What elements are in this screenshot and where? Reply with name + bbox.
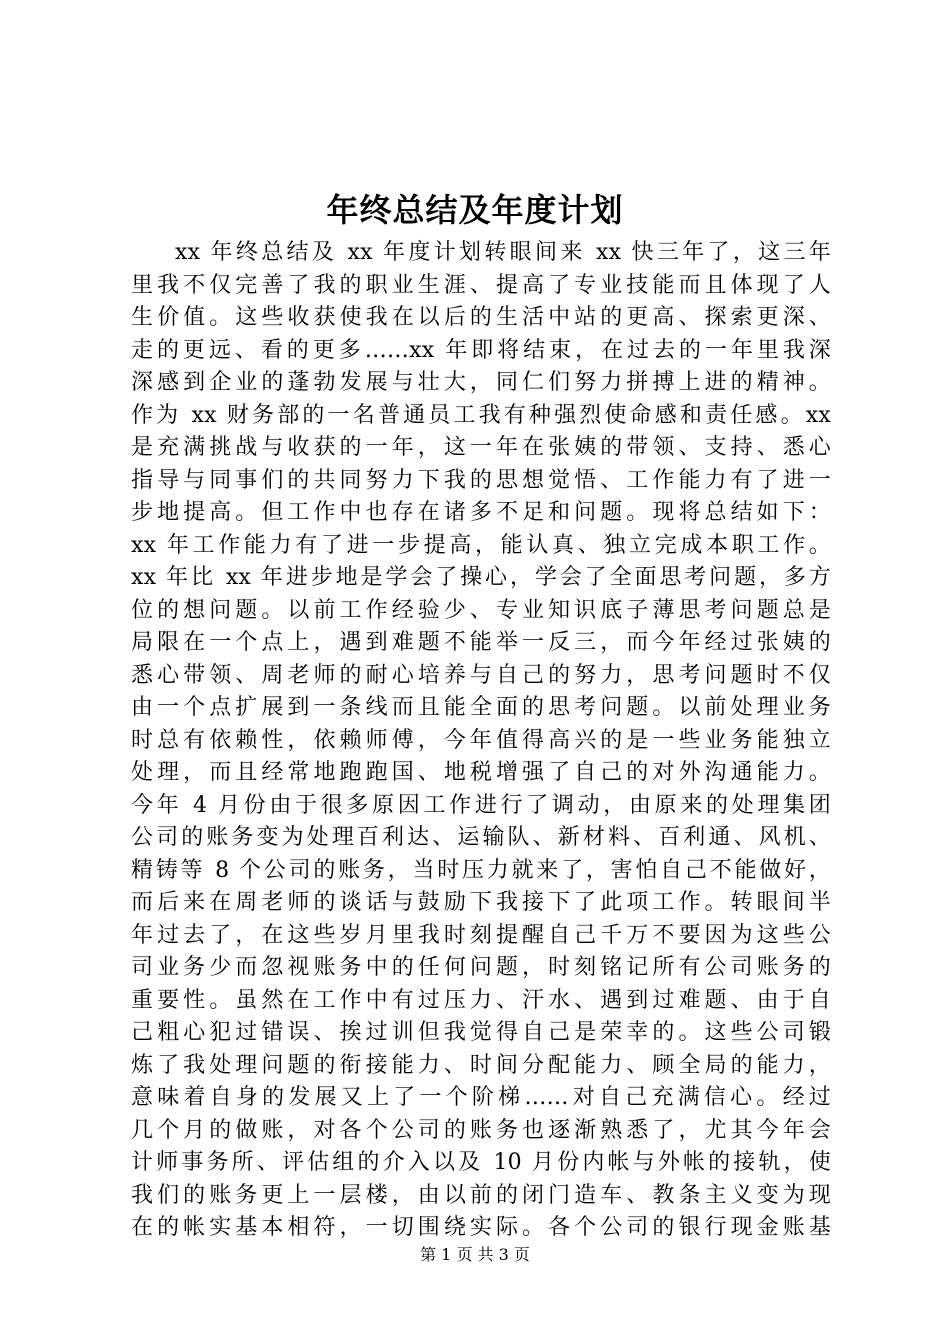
body-line: 局限在一个点上，遇到难题不能举一反三，而今年经过张姨的	[131, 630, 831, 655]
page-footer: 第 1 页 共 3 页	[420, 1245, 530, 1264]
body-line: 是充满挑战与收获的一年，这一年在张姨的带领、支持、悉心	[131, 435, 831, 460]
document-body	[131, 237, 831, 1245]
body-line: 在的帐实基本相符，一切围绕实际。各个公司的银行现金账基	[131, 1215, 831, 1240]
body-line: 由一个点扩展到一条线而且能全面的思考问题。以前处理业务	[131, 695, 831, 720]
body-line: 悉心带领、周老师的耐心培养与自己的努力，思考问题时不仅	[131, 662, 831, 688]
body-line: 司业务少而忽视账务中的任何问题，时刻铭记所有公司账务的	[131, 955, 831, 980]
body-line: 计师事务所、评估组的介入以及 10 月份内帐与外帐的接轨，使	[131, 1150, 831, 1175]
body-line: 年过去了，在这些岁月里我时刻提醒自己千万不要因为这些公	[131, 922, 831, 948]
document-title: 年终总结及年度计划	[326, 191, 624, 229]
body-line: xx 年比 xx 年进步地是学会了操心，学会了全面思考问题，多方	[131, 565, 831, 590]
body-line: 而后来在周老师的谈话与鼓励下我接下了此项工作。转眼间半	[131, 890, 831, 915]
body-line: 位的想问题。以前工作经验少、专业知识底子薄思考问题总是	[131, 597, 831, 623]
body-line: xx 年终总结及 xx 年度计划转眼间来 xx 快三年了，这三年	[175, 240, 831, 265]
body-line: 几个月的做账，对各个公司的账务也逐渐熟悉了，尤其今年会	[131, 1117, 831, 1143]
body-line: 走的更远、看的更多……xx 年即将结束，在过去的一年里我深	[131, 337, 831, 363]
body-line: 炼了我处理问题的衔接能力、时间分配能力、顾全局的能力，	[131, 1052, 831, 1078]
body-line: 今年 4 月份由于很多原因工作进行了调动，由原来的处理集团	[131, 792, 831, 818]
body-line: 时总有依赖性，依赖师傅，今年值得高兴的是一些业务能独立	[131, 727, 831, 753]
body-line: 我们的账务更上一层楼，由以前的闭门造车、教条主义变为现	[131, 1182, 831, 1208]
body-line: 作为 xx 财务部的一名普通员工我有种强烈使命感和责任感。xx	[131, 402, 831, 428]
body-line: 深感到企业的蓬勃发展与壮大，同仁们努力拼搏上进的精神。	[131, 370, 831, 395]
body-line: 指导与同事们的共同努力下我的思想觉悟、工作能力有了进一	[131, 467, 831, 493]
body-line: 己粗心犯过错误、挨过训但我觉得自己是荣幸的。这些公司锻	[131, 1020, 831, 1045]
body-line: 意味着自身的发展又上了一个阶梯……对自己充满信心。经过	[131, 1085, 831, 1110]
body-line: xx 年工作能力有了进一步提高，能认真、独立完成本职工作。	[131, 532, 831, 558]
body-line: 步地提高。但工作中也存在诸多不足和问题。现将总结如下：	[131, 500, 831, 525]
body-line: 公司的账务变为处理百利达、运输队、新材料、百利通、风机、	[131, 825, 831, 850]
body-line: 里我不仅完善了我的职业生涯、提高了专业技能而且体现了人	[131, 272, 831, 298]
body-line: 重要性。虽然在工作中有过压力、汗水、遇到过难题、由于自	[131, 987, 831, 1013]
body-line: 精铸等 8 个公司的账务，当时压力就来了，害怕自己不能做好，	[131, 857, 831, 883]
body-line: 生价值。这些收获使我在以后的生活中站的更高、探索更深、	[131, 305, 831, 330]
body-line: 处理，而且经常地跑跑国、地税增强了自己的对外沟通能力。	[131, 760, 831, 785]
